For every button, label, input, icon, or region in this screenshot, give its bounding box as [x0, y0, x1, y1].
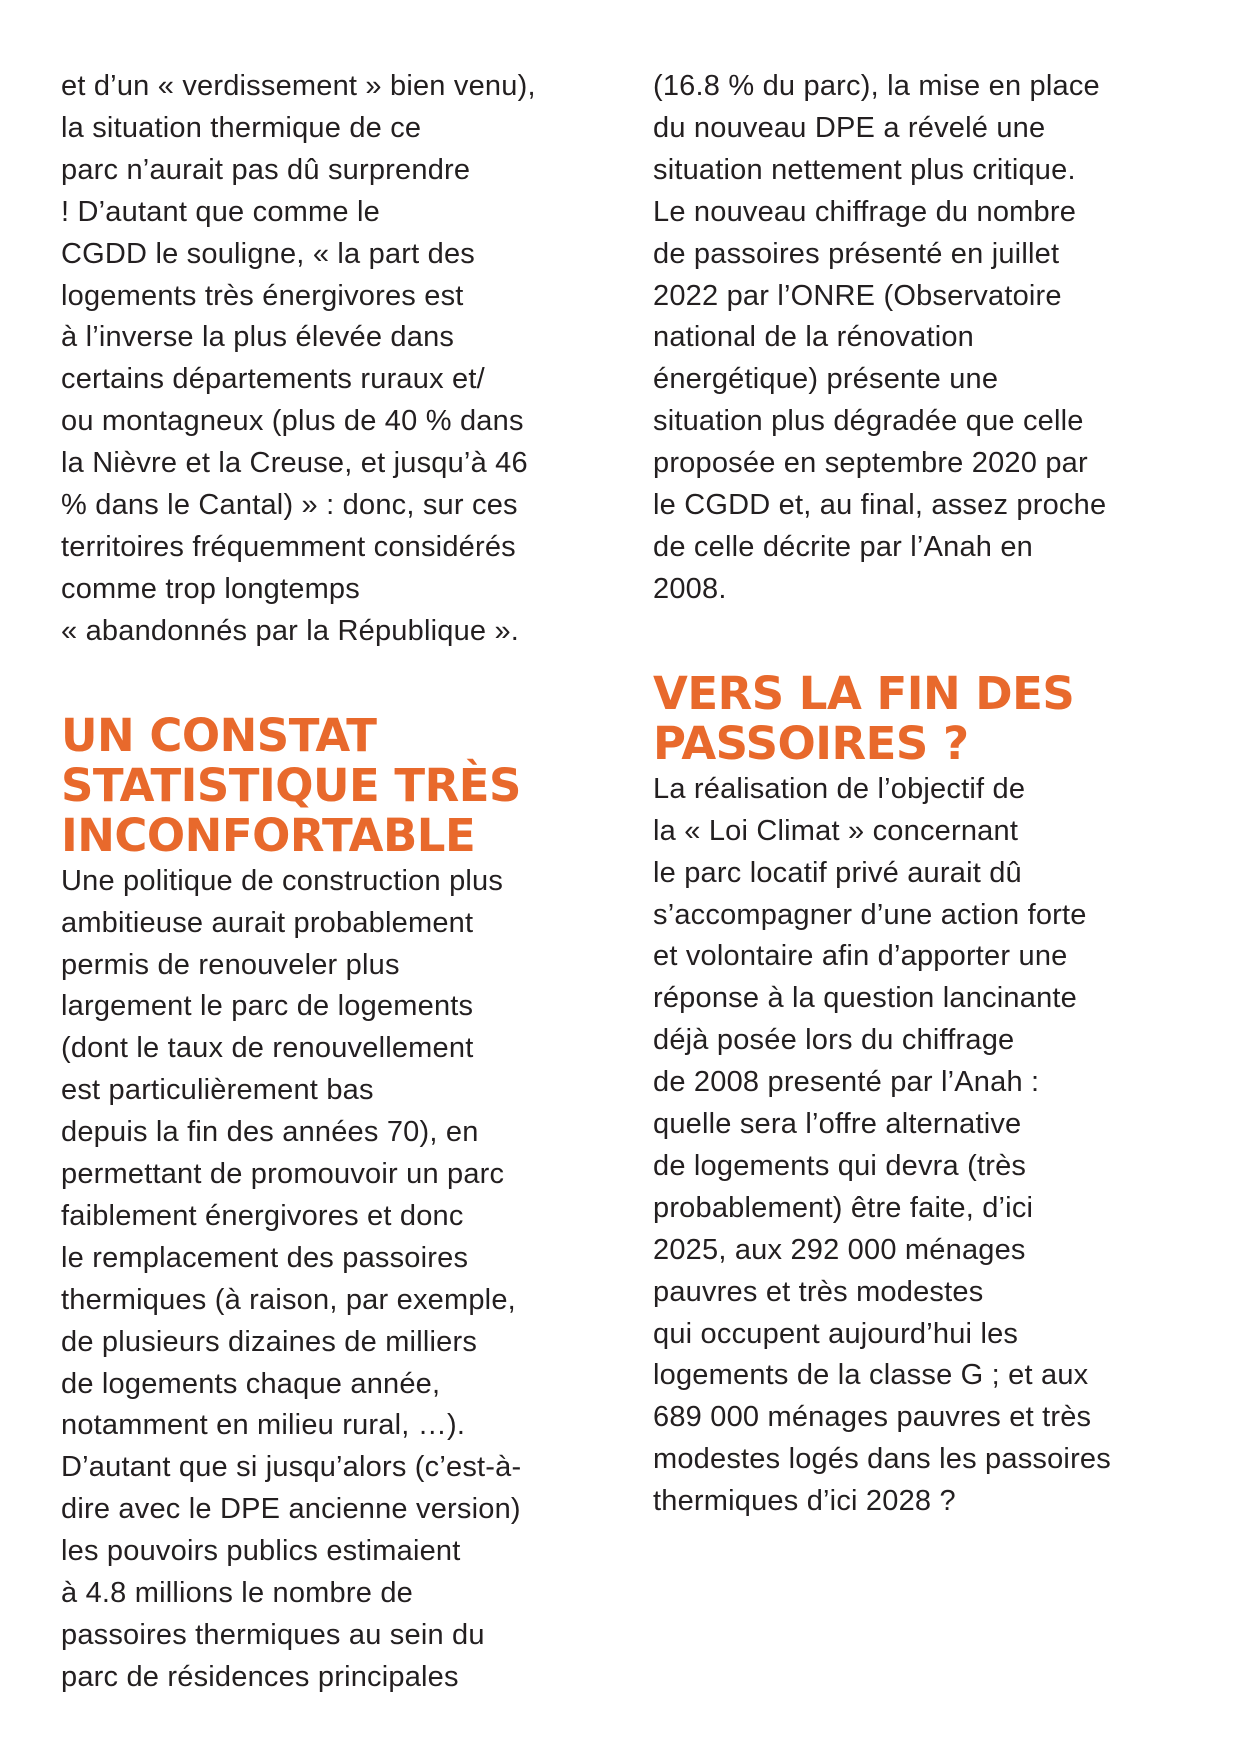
text-line: 2022 par l’ONRE (Observatoire [653, 279, 1062, 312]
text-line: la Nièvre et la Creuse, et jusqu’à 46 [61, 447, 528, 480]
text-line: national de la rénovation [653, 321, 975, 354]
left-intro-paragraph [61, 66, 621, 653]
text-line: ambitieuse aurait probablement [61, 906, 474, 939]
text-line: thermiques d’ici 2028 ? [653, 1485, 956, 1518]
heading-line: INCONFORTABLE [61, 808, 476, 862]
text-line: la « Loi Climat » concernant [653, 814, 1019, 847]
text-line: de plusieurs dizaines de milliers [61, 1325, 478, 1358]
heading-line: STATISTIQUE TRÈS [61, 758, 521, 812]
text-line: probablement) être faite, d’ici [653, 1191, 1034, 1224]
text-line: permettant de promouvoir un parc [61, 1158, 505, 1191]
text-line: 2008. [653, 572, 727, 605]
text-line: 2025, aux 292 000 ménages [653, 1233, 1026, 1266]
text-line: thermiques (à raison, par exemple, [61, 1283, 516, 1316]
text-line: Une politique de construction plus [61, 864, 504, 897]
text-line: et volontaire afin d’apporter une [653, 940, 1068, 973]
left-body-paragraph [61, 861, 621, 1699]
text-line: du nouveau DPE a révelé une [653, 111, 1046, 144]
text-line: depuis la fin des années 70), en [61, 1116, 479, 1149]
text-line: s’accompagner d’une action forte [653, 898, 1087, 931]
right-intro-paragraph [653, 66, 1213, 611]
text-line: notamment en milieu rural, …). [61, 1409, 466, 1442]
text-line: à 4.8 millions le nombre de [61, 1577, 413, 1610]
text-line: comme trop longtemps [61, 572, 360, 605]
text-line: ou montagneux (plus de 40 % dans [61, 405, 524, 438]
text-line: territoires fréquemment considérés [61, 530, 516, 563]
left-column [61, 66, 621, 1699]
text-line: la situation thermique de ce [61, 111, 422, 144]
text-line: CGDD le souligne, « la part des [61, 237, 476, 270]
text-line: situation plus dégradée que celle [653, 405, 1084, 438]
text-line: quelle sera l’offre alternative [653, 1108, 1022, 1141]
text-line: passoires thermiques au sein du [61, 1619, 485, 1651]
text-line: (16.8 % du parc), la mise en place [653, 70, 1100, 102]
text-line: à l’inverse la plus élevée dans [61, 321, 455, 354]
text-line: de 2008 presenté par l’Anah : [653, 1066, 1040, 1099]
text-line: faiblement énergivores et donc [61, 1199, 464, 1232]
text-line: énergétique) présente une [653, 363, 999, 396]
text-line: largement le parc de logements [61, 990, 474, 1023]
text-line: les pouvoirs publics estimaient [61, 1535, 461, 1568]
text-line: de passoires présenté en juillet [653, 237, 1060, 270]
text-line: Le nouveau chiffrage du nombre [653, 195, 1077, 228]
text-line: % dans le Cantal) » : donc, sur ces [61, 489, 518, 522]
text-line: est particulièrement bas [61, 1074, 374, 1107]
text-line: réponse à la question lancinante [653, 982, 1077, 1015]
text-line: proposée en septembre 2020 par [653, 447, 1088, 480]
text-line: de logements chaque année, [61, 1367, 441, 1400]
text-line: et d’un « verdissement » bien venu), [61, 70, 536, 102]
section-heading-passoires [653, 666, 1213, 770]
text-line: de celle décrite par l’Anah en [653, 530, 1034, 563]
text-line: D’autant que si jusqu’alors (c’est-à- [61, 1451, 522, 1484]
heading-line: VERS LA FIN DES [653, 666, 1075, 720]
text-line: qui occupent aujourd’hui les [653, 1317, 1019, 1350]
text-line: le remplacement des passoires [61, 1241, 469, 1274]
heading-line: UN CONSTAT [61, 708, 377, 762]
text-line: parc n’aurait pas dû surprendre [61, 153, 471, 186]
text-line: La réalisation de l’objectif de [653, 772, 1026, 805]
heading-line: PASSOIRES ? [653, 716, 969, 770]
text-line: permis de renouveler plus [61, 948, 400, 981]
text-line: situation nettement plus critique. [653, 153, 1076, 186]
text-line: de logements qui devra (très [653, 1149, 1027, 1182]
text-line: modestes logés dans les passoires [653, 1443, 1111, 1476]
right-column [653, 66, 1213, 1523]
text-line: logements de la classe G ; et aux [653, 1359, 1089, 1392]
text-line: déjà posée lors du chiffrage [653, 1024, 1015, 1057]
right-body-paragraph [653, 769, 1213, 1523]
text-line: certains départements ruraux et/ [61, 363, 485, 396]
section-heading-constat [61, 708, 621, 862]
text-line: ! D’autant que comme le [61, 195, 380, 228]
text-line: pauvres et très modestes [653, 1275, 984, 1308]
text-line: (dont le taux de renouvellement [61, 1032, 474, 1065]
text-line: « abandonnés par la République ». [61, 614, 520, 647]
text-line: le CGDD et, au final, assez proche [653, 489, 1107, 522]
text-line: le parc locatif privé aurait dû [653, 856, 1022, 889]
text-line: parc de résidences principales [61, 1660, 459, 1693]
text-line: 689 000 ménages pauvres et très [653, 1401, 1092, 1434]
text-line: logements très énergivores est [61, 279, 464, 312]
text-line: dire avec le DPE ancienne version) [61, 1493, 521, 1526]
